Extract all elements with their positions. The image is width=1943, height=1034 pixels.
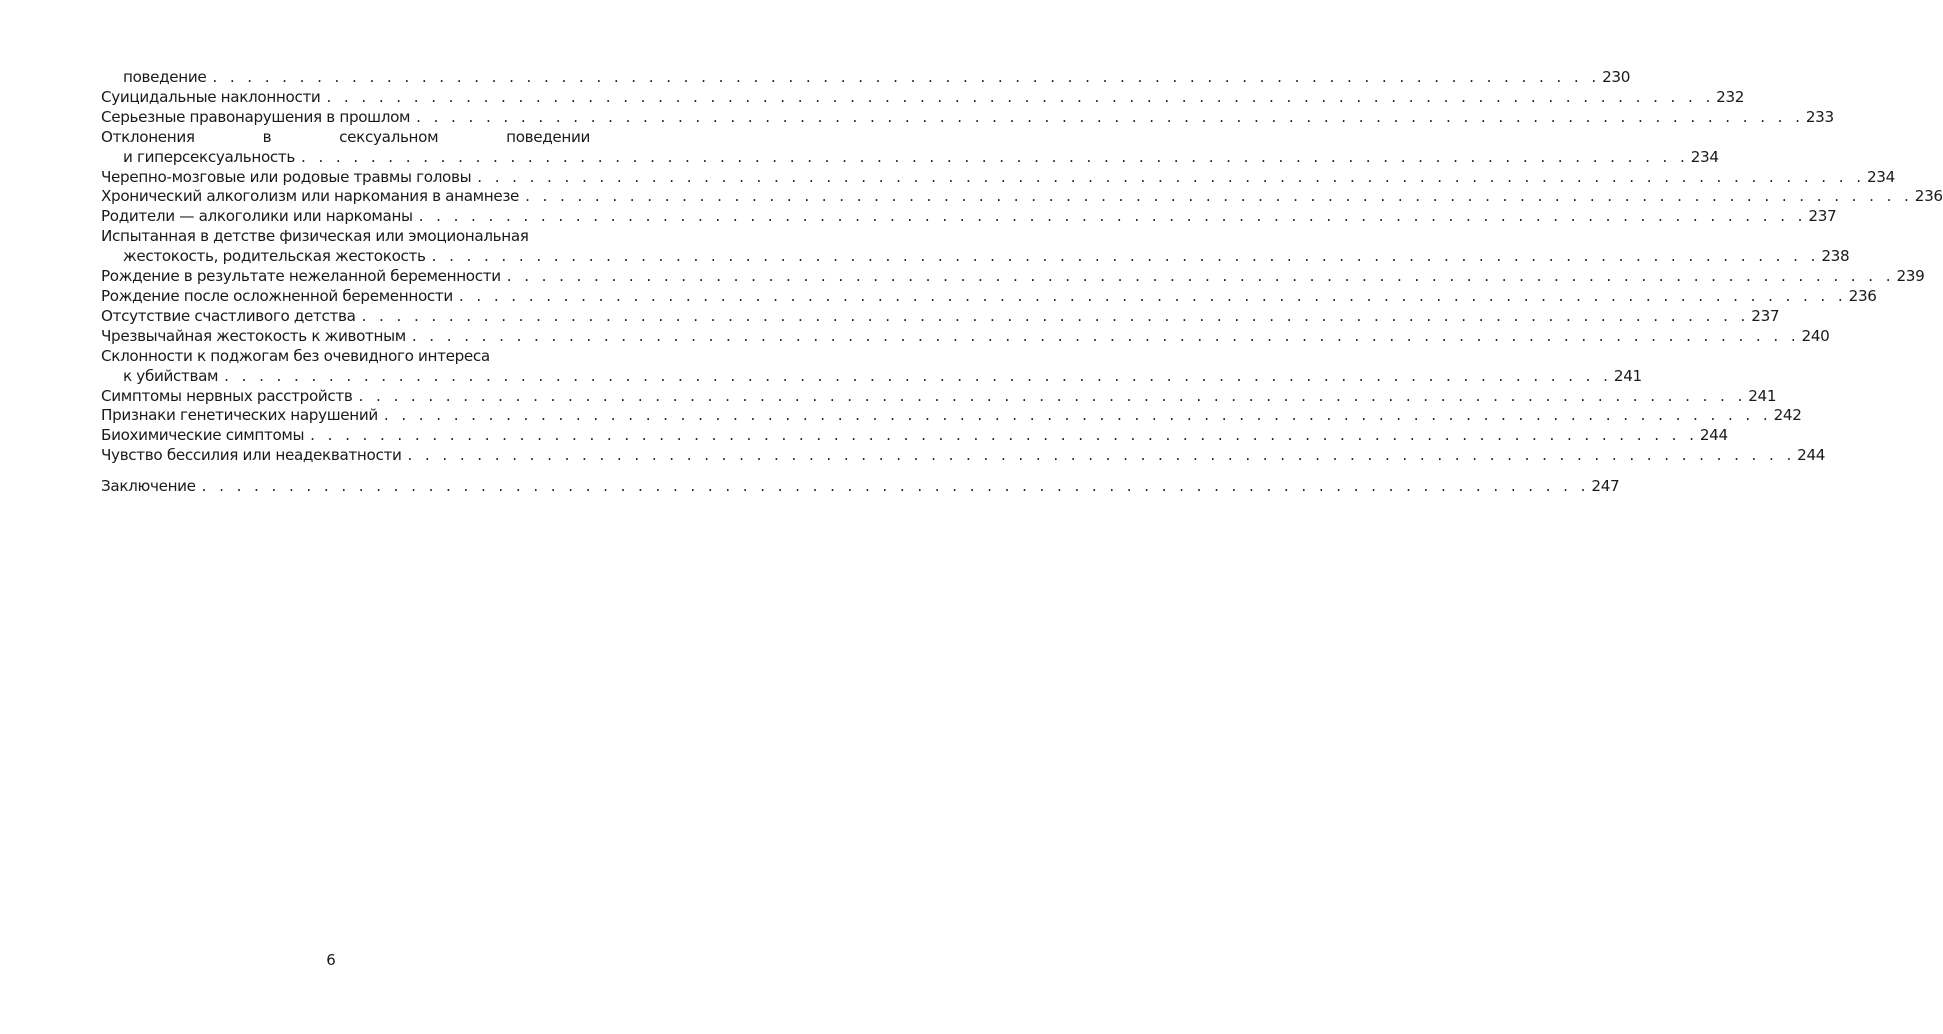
toc-entry[interactable] <box>101 227 1850 267</box>
dot-leader: . . . . . . . . . . . . . . . . . . . . . . . . . . . . . . . . . . . . . . . . . . . . . . . . . . . . . . . . . . . . . . . . . . . . . . . . . . . . . . . . <box>477 167 1865 186</box>
toc-line <box>101 386 1777 407</box>
toc-entry[interactable] <box>101 267 1925 287</box>
toc-entry[interactable] <box>101 306 1780 327</box>
toc-entry-title: к убийствам <box>123 366 219 385</box>
toc-entry-page: 239 <box>1896 267 1925 286</box>
toc-entry-title: Признаки генетических нарушений <box>101 406 378 425</box>
toc-entry-word: поведении <box>506 127 590 146</box>
toc-line <box>101 207 1837 227</box>
toc-entry[interactable] <box>101 426 1728 446</box>
toc-entry-conclusion[interactable] <box>101 477 1620 497</box>
toc-entry-title: поведение <box>123 68 207 86</box>
dot-leader: . . . . . . . . . . . . . . . . . . . . . . . . . . . . . . . . . . . . . . . . . . . . . . . . . . . . . . . . . . . . . . . . . . . . . . . . . . . . . . . . <box>458 286 1847 305</box>
toc-entry-word: сексуальном <box>339 127 439 146</box>
dot-leader: . . . . . . . . . . . . . . . . . . . . . . . . . . . . . . . . . . . . . . . . . . . . . . . . . . . . . . . . . . . . . . . . . . . . . . . . . . . . . . . . <box>525 187 1913 206</box>
table-of-contents <box>101 68 1943 497</box>
toc-entry-page: 241 <box>1613 366 1642 385</box>
toc-justified-line <box>101 128 590 148</box>
toc-line <box>101 187 1943 207</box>
toc-entry-title: Серьезные правонарушения в прошлом <box>101 107 411 126</box>
dot-leader: . . . . . . . . . . . . . . . . . . . . . . . . . . . . . . . . . . . . . . . . . . . . . . . . . . . . . . . . . . . . . . . . . . . . . . . . . . . . . . . . <box>361 306 1750 325</box>
toc-line <box>101 107 1834 128</box>
toc-entry-page: 234 <box>1690 147 1719 166</box>
toc-line <box>101 477 1620 497</box>
toc-entry[interactable] <box>101 406 1802 426</box>
toc-entry-page: 234 <box>1866 167 1895 186</box>
toc-entry-title: Биохимические симптомы <box>101 426 305 445</box>
toc-entry-page: 241 <box>1748 386 1777 405</box>
dot-leader: . . . . . . . . . . . . . . . . . . . . . . . . . . . . . . . . . . . . . . . . . . . . . . . . . . . . . . . . . . . . . . . . . . . . . . . . . . . . . . . . <box>418 207 1807 226</box>
toc-line <box>101 406 1802 426</box>
toc-entry[interactable] <box>101 346 1642 387</box>
toc-entry-title: Хронический алкоголизм или наркомания в анамнезе <box>101 187 520 206</box>
toc-entry-title: Родители — алкоголики или наркоманы <box>101 207 413 226</box>
toc-line <box>101 167 1895 188</box>
dot-leader: . . . . . . . . . . . . . . . . . . . . . . . . . . . . . . . . . . . . . . . . . . . . . . . . . . . . . . . . . . . . . . . . . . . . . . . . . . . . . . . . <box>506 267 1895 286</box>
toc-entry[interactable] <box>101 87 1745 108</box>
toc-entry-title-line1: Испытанная в детстве физическая или эмоциональная <box>101 227 529 246</box>
toc-line <box>101 247 1850 267</box>
toc-entry[interactable] <box>101 127 1719 168</box>
toc-entry-title: и гиперсексуальность <box>123 147 296 166</box>
toc-entry-title-line1: Склонности к поджогам без очевидного интереса <box>101 346 490 365</box>
dot-leader: . . . . . . . . . . . . . . . . . . . . . . . . . . . . . . . . . . . . . . . . . . . . . . . . . . . . . . . . . . . . . . . . . . . . . . . . . . . . . . . . <box>411 326 1800 345</box>
toc-line <box>101 326 1830 347</box>
toc-entry-page: 237 <box>1751 306 1780 325</box>
toc-entry[interactable] <box>101 107 1834 128</box>
toc-entry[interactable] <box>101 386 1777 407</box>
toc-entry-page: 232 <box>1716 87 1745 106</box>
toc-entry-title: Рождение в результате нежеланной беременности <box>101 267 501 286</box>
dot-leader: . . . . . . . . . . . . . . . . . . . . . . . . . . . . . . . . . . . . . . . . . . . . . . . . . . . . . . . . . . . . . . . . . . . . . . . . . . . . . . . . <box>224 366 1612 385</box>
toc-line <box>101 87 1745 108</box>
dot-leader: . . . . . . . . . . . . . . . . . . . . . . . . . . . . . . . . . . . . . . . . . . . . . . . . . . . . . . . . . . . . . . . . . . . . . . . . . . . . . . . . <box>383 406 1772 425</box>
toc-line <box>101 426 1728 446</box>
toc-entry-title: жестокость, родительская жестокость <box>123 247 426 266</box>
toc-line <box>101 286 1877 307</box>
toc-entry-title: Симптомы нервных расстройств <box>101 386 353 405</box>
toc-line <box>101 446 1826 466</box>
toc-entry[interactable] <box>101 286 1877 307</box>
dot-leader: . . . . . . . . . . . . . . . . . . . . . . . . . . . . . . . . . . . . . . . . . . . . . . . . . . . . . . . . . . . . . . . . . . . . . . . . . . . . . . . . <box>431 247 1820 266</box>
dot-leader: . . . . . . . . . . . . . . . . . . . . . . . . . . . . . . . . . . . . . . . . . . . . . . . . . . . . . . . . . . . . . . . . . . . . . . . . . . . . . . . . <box>326 87 1715 106</box>
toc-entry-title: Чрезвычайная жестокость к животным <box>101 326 406 345</box>
toc-entry[interactable] <box>101 187 1943 207</box>
toc-entry-page: 236 <box>1848 286 1877 305</box>
dot-leader: . . . . . . . . . . . . . . . . . . . . . . . . . . . . . . . . . . . . . . . . . . . . . . . . . . . . . . . . . . . . . . . . . . . . . . . . . . . . . . . . <box>358 386 1747 405</box>
toc-entry-page: 247 <box>1591 477 1620 496</box>
toc-entry-title: Отсутствие счастливого детства <box>101 306 356 325</box>
toc-entry-title: Суицидальные наклонности <box>101 87 321 106</box>
section-gap <box>101 466 590 477</box>
toc-entry-word: Отклонения <box>101 127 195 146</box>
toc-entry-page: 238 <box>1821 247 1850 266</box>
toc-entry-page: 236 <box>1914 187 1943 206</box>
toc-entry[interactable] <box>101 167 1895 188</box>
toc-entry-page: 240 <box>1801 326 1830 345</box>
toc-entry-page: 237 <box>1808 207 1837 226</box>
dot-leader: . . . . . . . . . . . . . . . . . . . . . . . . . . . . . . . . . . . . . . . . . . . . . . . . . . . . . . . . . . . . . . . . . . . . . . . . . . . . . . . . <box>416 107 1804 126</box>
toc-entry-page: 230 <box>1602 68 1631 86</box>
toc-entry-title: Чувство бессилия или неадекватности <box>101 446 402 465</box>
page-number: 6 <box>326 951 336 969</box>
toc-entry[interactable] <box>101 326 1830 347</box>
toc-entry-page: 242 <box>1773 406 1802 425</box>
toc-entry[interactable] <box>101 68 1631 88</box>
toc-line <box>101 306 1780 327</box>
dot-leader: . . . . . . . . . . . . . . . . . . . . . . . . . . . . . . . . . . . . . . . . . . . . . . . . . . . . . . . . . . . . . . . . . . . . . . . . . . . . . . . . <box>212 68 1601 86</box>
dot-leader: . . . . . . . . . . . . . . . . . . . . . . . . . . . . . . . . . . . . . . . . . . . . . . . . . . . . . . . . . . . . . . . . . . . . . . . . . . . . . . . . <box>301 147 1689 166</box>
toc-line <box>101 68 1631 88</box>
toc-line <box>101 267 1925 287</box>
toc-line <box>101 366 1642 387</box>
toc-entry-title: Рождение после осложненной беременности <box>101 286 453 305</box>
toc-entry-title: Черепно-мозговые или родовые травмы головы <box>101 167 472 186</box>
dot-leader: . . . . . . . . . . . . . . . . . . . . . . . . . . . . . . . . . . . . . . . . . . . . . . . . . . . . . . . . . . . . . . . . . . . . . . . . . . . . . . . . <box>407 446 1796 465</box>
toc-entry-page: 244 <box>1797 446 1826 465</box>
toc-entry-word: в <box>262 127 272 146</box>
toc-line <box>101 147 1719 168</box>
toc-entry-title: Заключение <box>101 477 196 496</box>
toc-entry-page: 244 <box>1699 426 1728 445</box>
toc-entry[interactable] <box>101 446 1826 466</box>
dot-leader: . . . . . . . . . . . . . . . . . . . . . . . . . . . . . . . . . . . . . . . . . . . . . . . . . . . . . . . . . . . . . . . . . . . . . . . . . . . . . . . . <box>310 426 1698 445</box>
toc-entry-page: 233 <box>1805 107 1834 126</box>
toc-entry[interactable] <box>101 207 1837 227</box>
dot-leader: . . . . . . . . . . . . . . . . . . . . . . . . . . . . . . . . . . . . . . . . . . . . . . . . . . . . . . . . . . . . . . . . . . . . . . . . . . . . . . . . <box>201 477 1590 496</box>
